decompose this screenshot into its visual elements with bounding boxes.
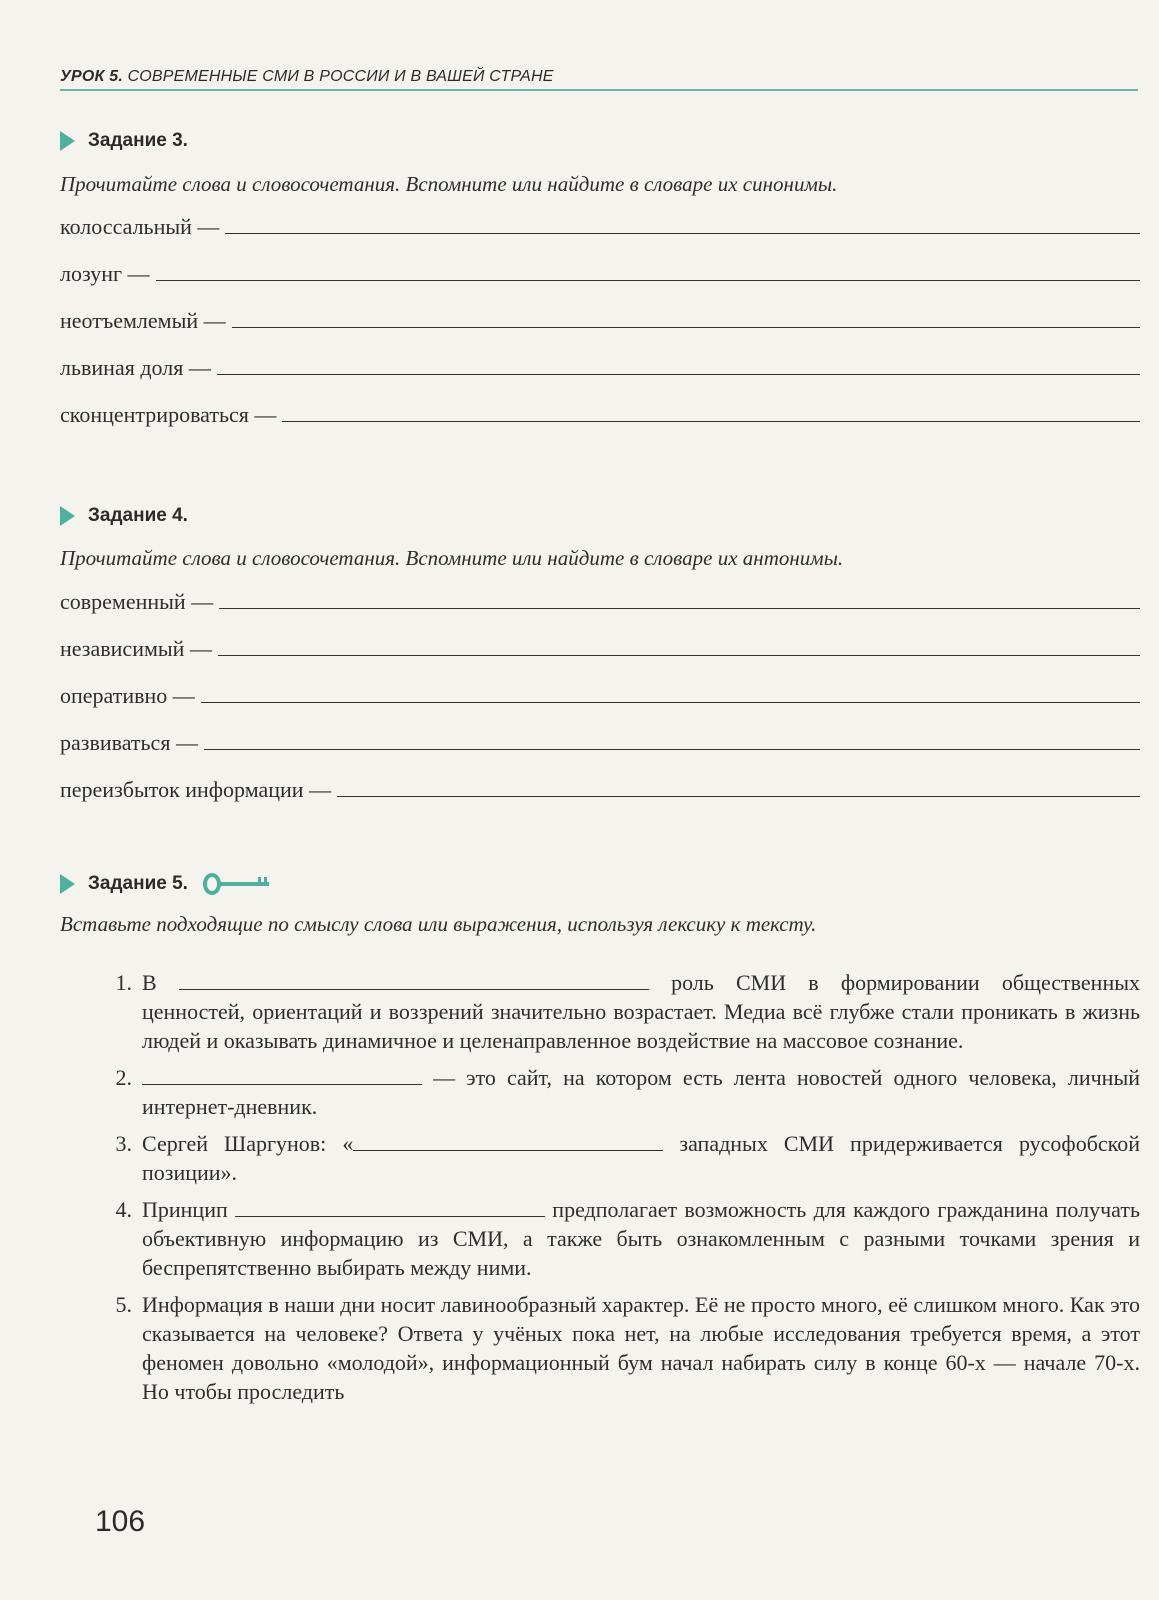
task-5-items — [96, 968, 1140, 1414]
task-3-instruction: Прочитайте слова и словосочетания. Вспомните или найдите в словаре их синонимы. — [60, 172, 838, 196]
task-5-instruction: Вставьте подходящие по смыслу слова или выражения, используя лексику к тексту. — [60, 912, 817, 936]
word-label: львиная доля — — [60, 355, 211, 380]
antonym-row — [60, 773, 1140, 803]
word-label: оперативно — — [60, 683, 195, 708]
lesson-title: СОВРЕМЕННЫЕ СМИ В РОССИИ И В ВАШЕЙ СТРАНЕ — [127, 68, 554, 85]
answer-line[interactable] — [156, 258, 1140, 281]
task-4-instruction: Прочитайте слова и словосочетания. Вспомните или найдите в словаре их антонимы. — [60, 546, 844, 570]
word-label: современный — — [60, 589, 214, 614]
synonym-row — [60, 304, 1140, 334]
synonym-row — [60, 257, 1140, 287]
arrow-marker-icon — [60, 131, 75, 151]
lesson-number: УРОК 5. — [60, 68, 123, 85]
answer-line[interactable] — [219, 586, 1140, 609]
list-item — [96, 1063, 1140, 1121]
antonym-row — [60, 679, 1140, 709]
answer-line[interactable] — [225, 211, 1140, 234]
list-item — [96, 1195, 1140, 1282]
item-text — [142, 1195, 1140, 1282]
word-label: независимый — — [60, 636, 212, 661]
blank-field[interactable] — [353, 1130, 663, 1151]
antonym-row — [60, 726, 1140, 756]
arrow-marker-icon — [60, 874, 75, 894]
item-text — [142, 1290, 1140, 1406]
answer-line[interactable] — [282, 399, 1140, 422]
item-text-before: В — [142, 970, 157, 995]
list-item — [96, 968, 1140, 1055]
answer-line[interactable] — [337, 774, 1140, 797]
antonym-row — [60, 632, 1140, 662]
word-label: колоссальный — — [60, 214, 220, 239]
item-text-before: Сергей Шаргунов: « — [142, 1131, 354, 1156]
synonym-row — [60, 398, 1140, 428]
task-3-title-text: Задание 3. — [88, 130, 188, 151]
task-4-title — [60, 505, 188, 527]
blank-field[interactable] — [179, 969, 649, 990]
answer-line[interactable] — [204, 727, 1140, 750]
item-text-before: Принцип — [142, 1197, 228, 1222]
page-number: 106 — [95, 1505, 146, 1538]
answer-line[interactable] — [218, 633, 1140, 656]
running-header — [60, 68, 1138, 91]
antonym-row — [60, 585, 1140, 615]
word-label: переизбыток информации — — [60, 777, 332, 802]
word-label: сконцентрироваться — — [60, 402, 277, 427]
item-text-after: роль СМИ в формировании общественных ценностей, ориентаций и воззрений значительно возрастает. Медиа всё глубже стали проникать в жизнь людей и оказывать динамичное и целенаправленное воздействие на массовое сознание. — [142, 970, 1141, 1053]
blank-field[interactable] — [142, 1064, 422, 1085]
word-label: развиваться — — [60, 730, 198, 755]
item-number: 5. — [115, 1292, 132, 1317]
arrow-marker-icon — [60, 506, 75, 526]
task-5-title — [60, 872, 274, 896]
item-text-after: — это сайт, на котором есть лента новостей одного человека, личный интернет-дневник. — [142, 1065, 1141, 1119]
word-label: лозунг — — [60, 261, 150, 286]
task-4-title-text: Задание 4. — [88, 505, 188, 526]
item-text — [142, 1129, 1140, 1187]
list-item — [96, 1290, 1140, 1406]
item-text-after: западных СМИ придерживается русофобской позиции». — [142, 1131, 1140, 1185]
list-item — [96, 1129, 1140, 1187]
task-3-title — [60, 130, 188, 152]
answer-line[interactable] — [201, 680, 1140, 703]
item-text-after: предполагает возможность для каждого гражданина получать объективную информацию из СМИ, а также быть ознакомленным с разными точками зрения и беспрепятственно выбирать между ними. — [142, 1197, 1141, 1280]
answer-line[interactable] — [217, 352, 1140, 375]
item-text-after: Информация в наши дни носит лавинообразный характер. Её не просто много, её слишком много. Как это сказывается на человеке? Ответа у учёных пока нет, на любые исследования требуется время, а этот феномен довольно «молодой», информационный бум начал набирать силу в конце 60-х — начале 70-х. Но чтобы проследить — [142, 1292, 1140, 1404]
item-text — [142, 968, 1140, 1055]
synonym-row — [60, 351, 1140, 381]
synonym-row — [60, 210, 1140, 240]
item-number: 2. — [115, 1065, 132, 1090]
blank-field[interactable] — [235, 1196, 545, 1217]
item-number: 4. — [115, 1197, 132, 1222]
word-label: неотъемлемый — — [60, 308, 226, 333]
task-5-title-text: Задание 5. — [88, 873, 188, 894]
item-text — [142, 1063, 1140, 1121]
item-number: 1. — [115, 970, 132, 995]
key-icon — [202, 872, 274, 896]
answer-line[interactable] — [232, 305, 1140, 328]
item-number: 3. — [115, 1131, 132, 1156]
